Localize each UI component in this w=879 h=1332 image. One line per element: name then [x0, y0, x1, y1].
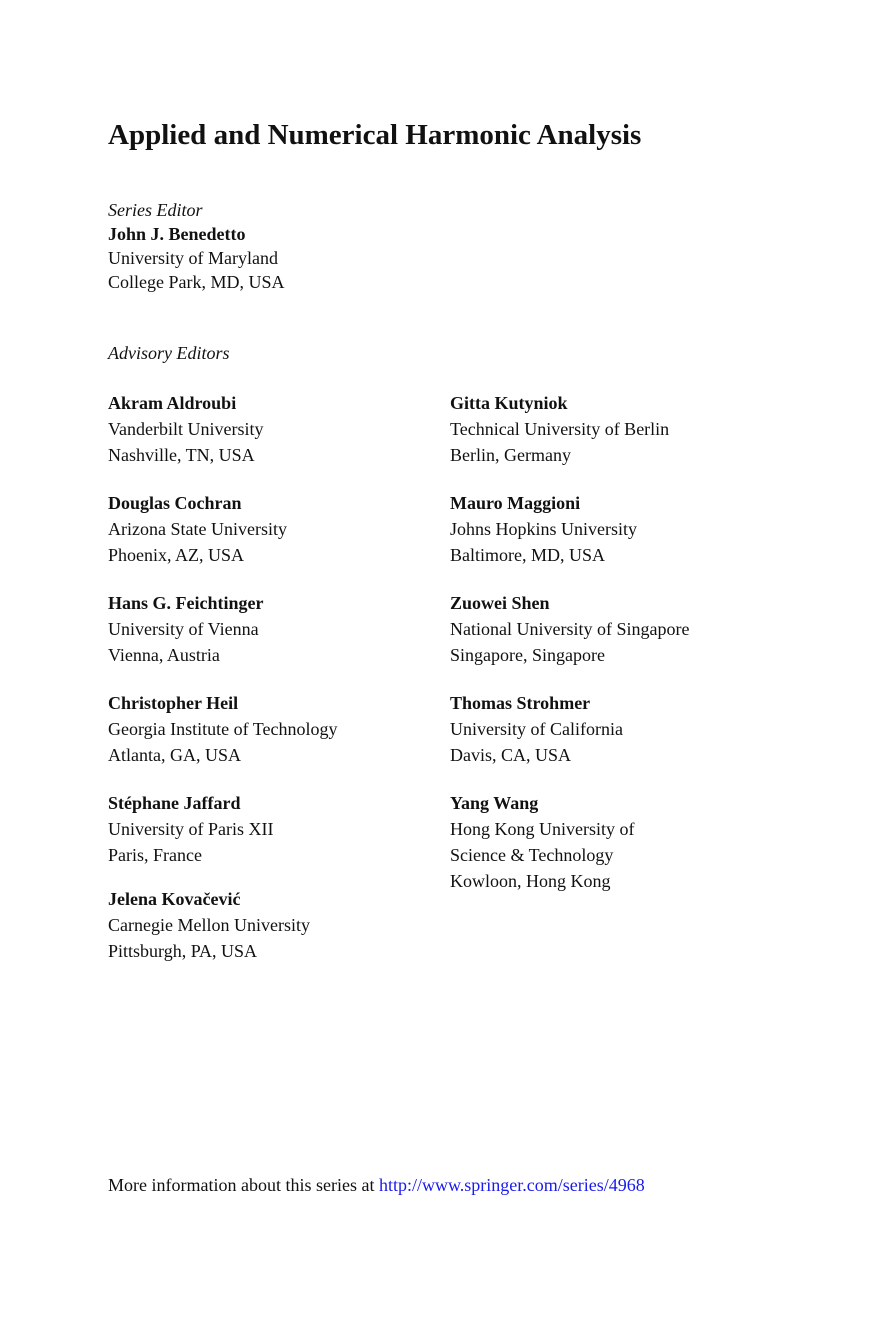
- editor-name: Thomas Strohmer: [450, 693, 591, 713]
- series-editor-location: College Park, MD, USA: [108, 272, 285, 292]
- editor-location: Nashville, TN, USA: [108, 445, 255, 465]
- series-title: Applied and Numerical Harmonic Analysis: [108, 119, 642, 151]
- editor-institution: Technical University of Berlin: [450, 419, 670, 439]
- series-editor-block: [108, 198, 285, 294]
- advisory-editor: [108, 690, 338, 768]
- editor-name: Mauro Maggioni: [450, 493, 581, 513]
- advisory-editors-label: Advisory Editors: [108, 343, 230, 363]
- editor-location: Baltimore, MD, USA: [450, 545, 605, 565]
- editor-name: Zuowei Shen: [450, 593, 550, 613]
- advisory-editor: [108, 390, 338, 468]
- editor-location: Phoenix, AZ, USA: [108, 545, 245, 565]
- editor-name: Akram Aldroubi: [108, 393, 237, 413]
- advisory-editor: [450, 690, 689, 768]
- editor-institution: Johns Hopkins University: [450, 519, 638, 539]
- editor-name: Gitta Kutyniok: [450, 393, 568, 413]
- editor-institution: University of Paris XII: [108, 819, 274, 839]
- footer-text: More information about this series at: [108, 1175, 379, 1195]
- editor-institution: Carnegie Mellon University: [108, 915, 310, 935]
- editor-location: Pittsburgh, PA, USA: [108, 941, 258, 961]
- editor-location: Atlanta, GA, USA: [108, 745, 241, 765]
- editor-location: Davis, CA, USA: [450, 745, 572, 765]
- editor-name: Hans G. Feichtinger: [108, 593, 264, 613]
- advisory-editor: [108, 790, 338, 868]
- editor-location: Berlin, Germany: [450, 445, 571, 465]
- series-editor-label: Series Editor: [108, 200, 203, 220]
- advisory-editor: [450, 390, 689, 468]
- editor-institution-cont: Science & Technology: [450, 845, 614, 865]
- editor-location: Singapore, Singapore: [450, 645, 605, 665]
- editor-institution: University of Vienna: [108, 619, 259, 639]
- advisory-editor: [108, 886, 338, 964]
- editor-institution: National University of Singapore: [450, 619, 690, 639]
- editor-institution: Vanderbilt University: [108, 419, 264, 439]
- series-editor-institution: University of Maryland: [108, 248, 278, 268]
- series-info-footer: [108, 1173, 645, 1197]
- editor-location: Kowloon, Hong Kong: [450, 871, 611, 891]
- editor-name: Christopher Heil: [108, 693, 239, 713]
- editor-institution: Arizona State University: [108, 519, 287, 539]
- advisory-editors-right-column: [450, 390, 689, 916]
- advisory-editor: [450, 590, 689, 668]
- editor-name: Stéphane Jaffard: [108, 793, 241, 813]
- editor-name: Yang Wang: [450, 793, 539, 813]
- editor-institution: University of California: [450, 719, 623, 739]
- editor-institution: Georgia Institute of Technology: [108, 719, 338, 739]
- editor-location: Paris, France: [108, 845, 202, 865]
- advisory-editors-left-column: [108, 390, 338, 986]
- advisory-editor: [108, 590, 338, 668]
- advisory-editor: [450, 490, 689, 568]
- series-editor-name: John J. Benedetto: [108, 224, 246, 244]
- advisory-editor: [108, 490, 338, 568]
- editor-name: Douglas Cochran: [108, 493, 242, 513]
- advisory-editor: [450, 790, 689, 894]
- series-link[interactable]: http://www.springer.com/series/4968: [378, 1175, 645, 1195]
- editor-institution: Hong Kong University of: [450, 819, 635, 839]
- editor-location: Vienna, Austria: [108, 645, 220, 665]
- editor-name: Jelena Kovačević: [108, 889, 241, 909]
